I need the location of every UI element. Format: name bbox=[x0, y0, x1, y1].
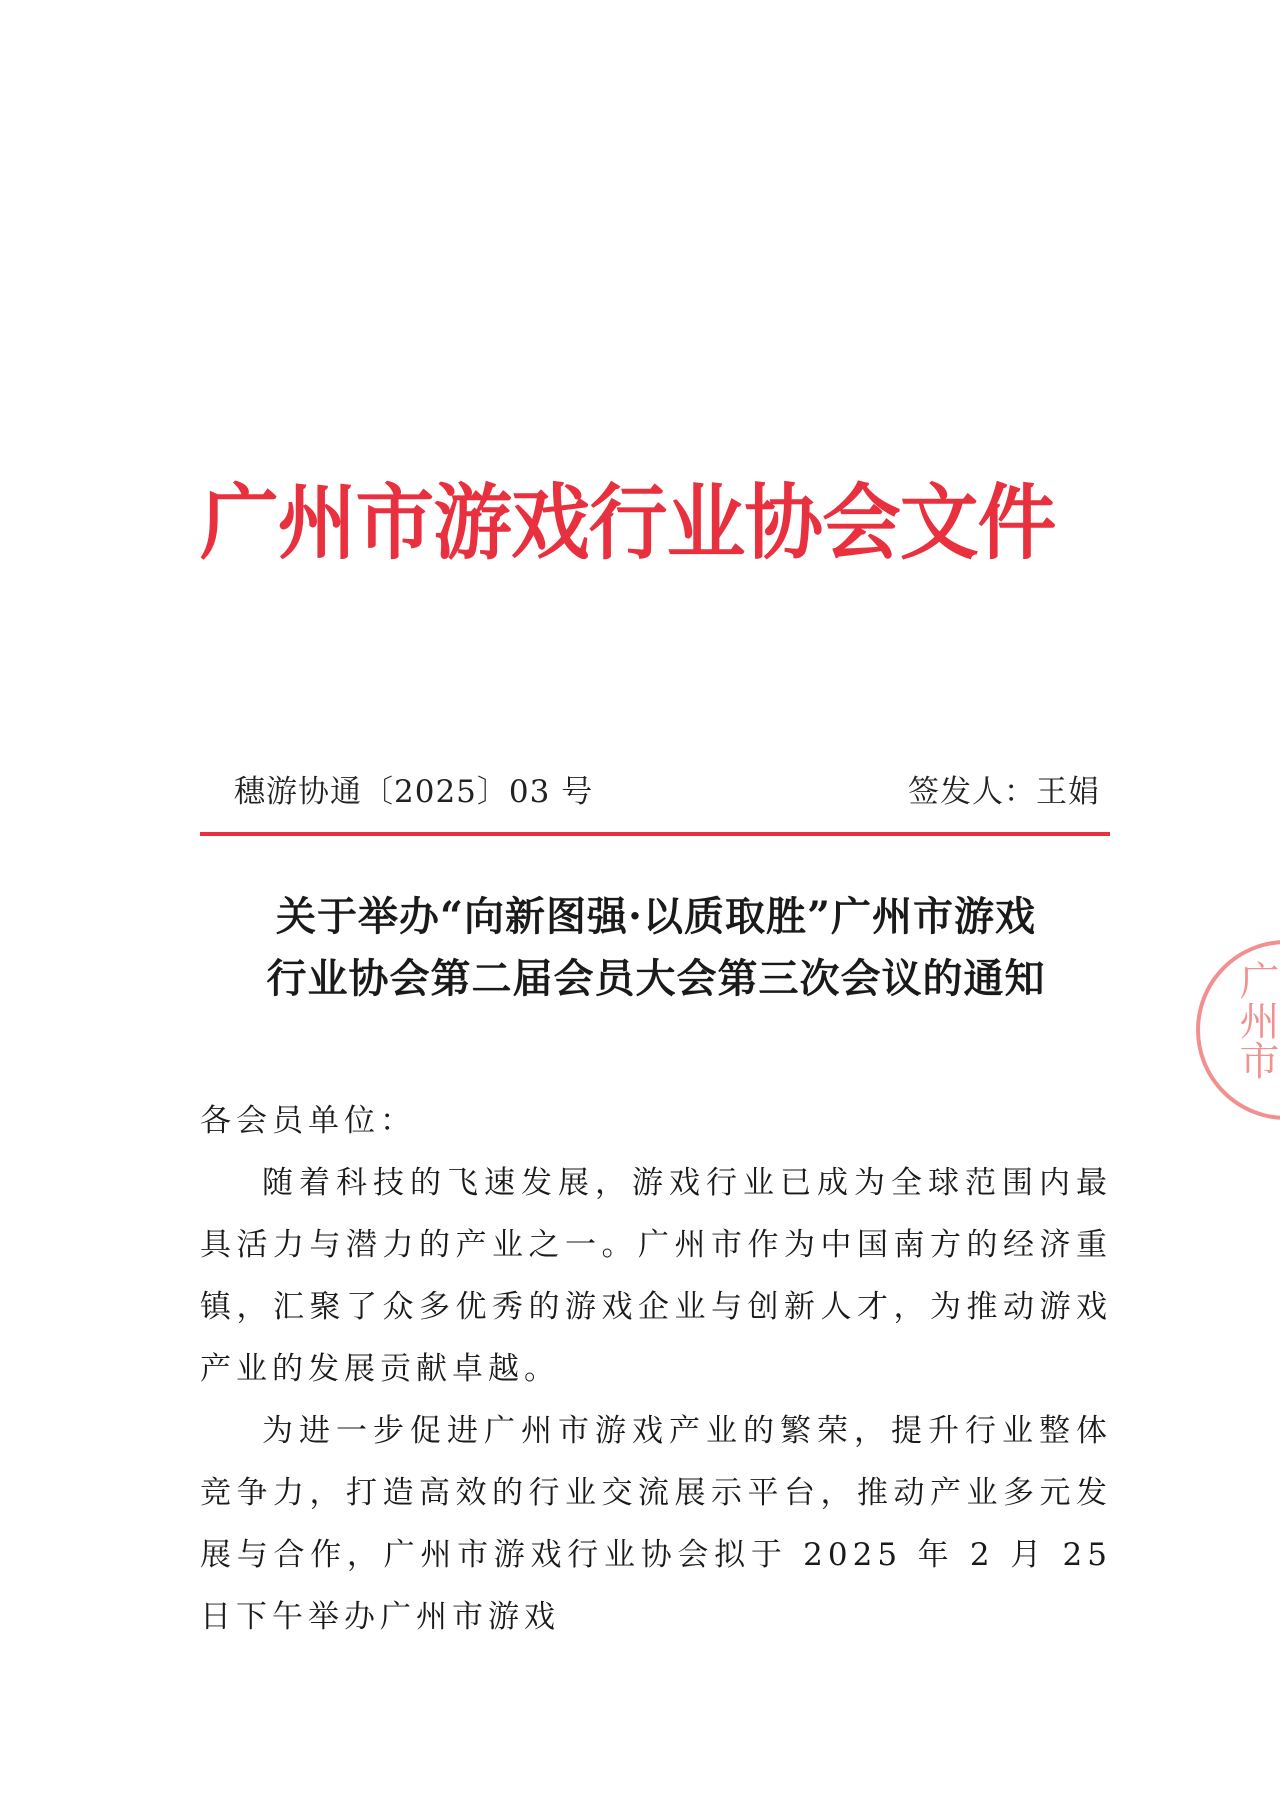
official-seal-text: 广州市 bbox=[1233, 960, 1279, 1080]
document-meta bbox=[200, 766, 1120, 812]
salutation: 各会员单位： bbox=[200, 1103, 416, 1139]
notice-title-line-2: 行业协会第二届会员大会第三次会议的通知 bbox=[266, 955, 1046, 1002]
masthead-title: 广州市游戏行业协会文件 bbox=[200, 475, 1056, 571]
notice-body bbox=[200, 1090, 1112, 1648]
signer: 签发人：王娟 bbox=[908, 774, 1100, 810]
body-paragraph: 随着科技的飞速发展，游戏行业已成为全球范围内最具活力与潜力的产业之一。广州市作为中国南方的经济重镇，汇聚了众多优秀的游戏企业与创新人才，为推动游戏产业的发展贡献卓越。 bbox=[200, 1165, 1112, 1387]
red-divider bbox=[200, 832, 1110, 836]
body-paragraph: 为进一步促进广州市游戏产业的繁荣，提升行业整体竞争力，打造高效的行业交流展示平台，推动产业多元发展与合作，广州市游戏行业协会拟于 2025 年 2 月 25 日下午举办广州市游戏 bbox=[200, 1413, 1112, 1635]
notice-title bbox=[200, 886, 1112, 1010]
notice-title-line-1: 关于举办“向新图强·以质取胜”广州市游戏 bbox=[276, 893, 1036, 940]
document-number: 穗游协通〔2025〕03 号 bbox=[234, 774, 594, 810]
